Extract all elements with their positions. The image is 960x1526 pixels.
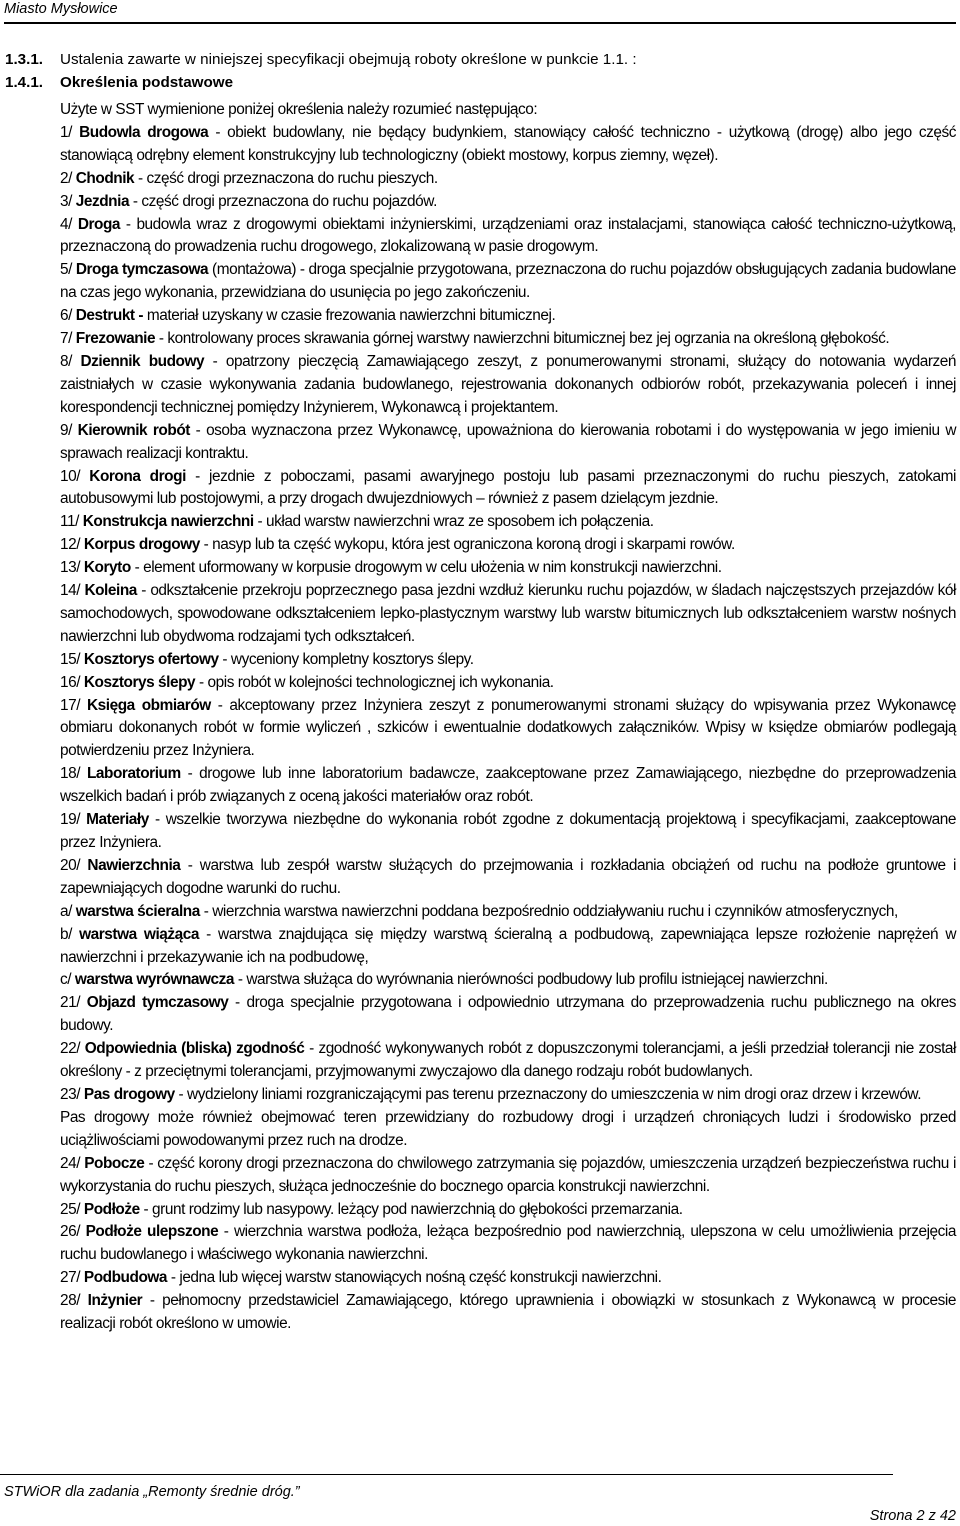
footer-divider — [0, 1474, 893, 1475]
definition-number: 14/ — [60, 582, 81, 600]
definition-item — [60, 649, 956, 672]
definition-number: 2/ — [60, 169, 72, 187]
definition-term: Księga obmiarów — [87, 696, 211, 714]
definition-number: 16/ — [60, 673, 81, 691]
definition-term: Droga — [77, 215, 121, 233]
definition-item — [60, 969, 956, 992]
definition-term: warstwa wyrównawcza — [74, 971, 235, 989]
definition-term: warstwa wiążąca — [79, 925, 199, 943]
definition-term: Budowla drogowa — [79, 123, 209, 141]
definition-term: Korpus drogowy — [83, 536, 200, 554]
definition-text: - osoba wyznaczona przez Wykonawcę, upoważniona do kierowania robotami i do występowania w jego imieniu w sprawach realizacji kontraktu. — [60, 421, 956, 462]
definition-item — [60, 1107, 956, 1153]
definition-term: Podbudowa — [83, 1269, 168, 1287]
definition-number: c/ — [60, 971, 72, 989]
definition-text: - opatrzony pieczęcią Zamawiającego zeszyt, z ponumerowanymi stronami, służący do notowania wydarzeń zaistniałych w czasie wykonywania zadania budowlanego, rejestrowania dokonanych odbiorów robót, przekazywania poleceń i innej korespondencji technicznej pomiędzy Inżynierem, Wykonawcą i projektantem. — [60, 352, 956, 416]
definition-number: 19/ — [60, 811, 81, 829]
definition-number: a/ — [60, 902, 72, 920]
definition-item — [60, 511, 956, 534]
definition-term: Laboratorium — [86, 765, 181, 783]
definition-term: Kosztorys ślepy — [83, 673, 196, 691]
definition-term: Koryto — [83, 559, 131, 577]
definition-item — [60, 1038, 956, 1084]
definition-number: 8/ — [60, 352, 72, 370]
definition-number: 1/ — [60, 123, 72, 141]
section-number: 1.3.1. — [5, 51, 43, 68]
definition-term: Destrukt - — [75, 307, 144, 325]
definition-item — [60, 695, 956, 764]
definition-item — [60, 466, 956, 512]
definition-text: - wszelkie tworzywa niezbędne do wykonania robót zgodne z dokumentacją projektową i specyfikacjami, zaakceptowane przez Inżyniera. — [60, 811, 956, 851]
definition-text: Pas drogowy może również obejmować teren przewidziany do rozbudowy drogi i urządzeń chroniących ludzi i środowisko przed uciążliwościami powodowanymi przez ruch na drodze. — [60, 1108, 956, 1149]
definition-item — [60, 992, 956, 1038]
definition-item — [60, 557, 956, 580]
definition-item — [60, 1084, 956, 1107]
footer-document-title: STWiOR dla zadania „Remonty średnie dróg.” — [4, 1484, 300, 1500]
definition-item — [60, 855, 956, 901]
definition-text: - układ warstw nawierzchni wraz ze sposobem ich połączenia. — [253, 513, 654, 531]
definition-text: - jezdnie z poboczami, pasami awaryjnego postoju lub pasami przeznaczonymi do ruchu pieszych, zatokami autobusowymi lub postojowymi, a przy drogach dwujezdniowych – również z pasem dzielącym jezdnie. — [60, 467, 957, 508]
definition-term: Jezdnia — [75, 192, 130, 210]
definition-text: - odkształcenie przekroju poprzecznego pasa jezdni wzdłuż kierunku ruchu pojazdów, w śladach najczęstszych przejazdów kół samochodowych, spowodowane odkształceniem lepko-plastycznym warstwy lub warstw bitumicznych lub odkształceniem warstw nośnych nawierzchni lub obydwoma rodzajami tych odkształceń. — [60, 582, 956, 645]
definition-text: - opis robót w kolejności technologicznej ich wykonania. — [195, 673, 554, 691]
definition-text: - jedna lub więcej warstw stanowiących nośną część konstrukcji nawierzchni. — [167, 1269, 662, 1287]
definition-text: (montażowa) - droga specjalnie przygotowana, przeznaczona do ruchu pojazdów obsługujących zadania budowlane na czas jego wykonania, przewidziana do usunięcia po jego zakończeniu. — [60, 261, 957, 302]
definition-number: 11/ — [60, 513, 79, 531]
definition-number: 20/ — [60, 856, 81, 874]
definition-text: - warstwa znajdująca się między warstwą ścieralną a podbudową, zapewniająca lepsze rozłożenie naprężeń w nawierzchni i przekazywanie ich na podbudowę, — [60, 925, 957, 966]
definition-number: 7/ — [60, 330, 72, 348]
definition-number: 21/ — [60, 994, 81, 1012]
definition-item — [60, 351, 956, 420]
definition-term: Konstrukcja nawierzchni — [82, 513, 254, 531]
definition-text: - wierzchnia warstwa nawierzchni poddana bezpośrednio oddziaływaniu ruchu i czynników atmosferycznych, — [199, 902, 898, 920]
definition-item — [60, 924, 956, 970]
definition-number: 6/ — [60, 307, 72, 325]
definition-text: - budowla wraz z drogowymi obiektami inżynierskimi, urządzeniami oraz instalacjami, stanowiąca całość techniczno-użytkową, przeznaczoną do prowadzenia ruchu drogowego, zlokalizowaną w pasie drogowym. — [60, 215, 957, 256]
definitions-body — [60, 99, 956, 1336]
definition-number: 15/ — [60, 650, 81, 668]
definition-number: 4/ — [60, 215, 72, 233]
definition-item — [60, 305, 956, 328]
definition-text: - część drogi przeznaczona do ruchu pojazdów. — [129, 192, 437, 210]
definition-item — [60, 191, 956, 214]
definition-text: - warstwa służąca do wyrównania nierówności podbudowy lub profilu istniejącej nawierzchni. — [234, 971, 828, 989]
definition-number: 17/ — [60, 696, 81, 714]
definition-term: Podłoże — [83, 1200, 140, 1218]
definition-text: - wyceniony kompletny kosztorys ślepy. — [218, 650, 474, 668]
definition-text: - grunt rodzimy lub nasypowy. leżący pod nawierzchnią do głębokości przemarzania. — [139, 1200, 683, 1218]
definition-item — [60, 168, 956, 191]
definition-item — [60, 1221, 956, 1267]
definition-item — [60, 328, 956, 351]
definition-text: - kontrolowany proces skrawania górnej warstwy nawierzchni bitumicznej bez jej ogrzania na określoną głębokość. — [155, 330, 890, 348]
page-header-title: Miasto Mysłowice — [4, 1, 118, 17]
definition-number: 22/ — [60, 1040, 81, 1058]
section-intro: Użyte w SST wymienione poniżej określenia należy rozumieć następująco: — [60, 101, 538, 118]
definition-text: - drogowe lub inne laboratorium badawcze, zaakceptowane przez Zamawiającego, niezbędne do przeprowadzenia wszelkich badań i prób związanych z oceną jakości materiałów oraz robót. — [60, 765, 957, 806]
definition-item — [60, 1199, 956, 1222]
definition-number: 18/ — [60, 765, 81, 783]
definition-item — [60, 534, 956, 557]
section-title: Określenia podstawowe — [60, 74, 234, 91]
definition-text: - wydzielony liniami rozgraniczającymi pas terenu przeznaczony do umieszczenia w nim drogi oraz drzew i krzewów. — [174, 1085, 922, 1103]
definition-text: - obiekt budowlany, nie będący budynkiem, stanowiący całość techniczno - użytkową (drogę) albo jego część stanowiącą odrębny element konstrukcyjny lub technologiczny (obiekt mostowy, korpus ziemny, węzeł). — [60, 123, 957, 164]
definition-number: 25/ — [60, 1200, 81, 1218]
definition-text: - zgodność wykonywanych robót z dopuszczonymi tolerancjami, a jeśli przedział tolerancji nie został określony - z przeciętnymi tolerancjami, przyjmowanymi zwyczajowo dla danego rodzaju robót budowlanych. — [60, 1040, 957, 1081]
definition-item — [60, 580, 956, 649]
definition-number: 26/ — [60, 1223, 81, 1241]
section-1-3-1 — [5, 48, 637, 71]
definition-number: b/ — [60, 925, 72, 943]
definition-term: Inżynier — [87, 1292, 143, 1310]
definition-text: - warstwa lub zespół warstw służących do przejmowania i rozkładania obciążeń od ruchu na podłoże gruntowe i zapewniających dogodne warunki do ruchu. — [60, 856, 956, 897]
definition-text: - pełnomocny przedstawiciel Zamawiającego, którego uprawnienia i obowiązki w stosunkach z Wykonawcą w procesie realizacji robót określono w umowie. — [60, 1292, 956, 1333]
definition-item — [60, 1153, 956, 1199]
definition-text: - akceptowany przez Inżyniera zeszyt z ponumerowanymi stronami służący do wpisywania przez Wykonawcę obmiaru dokonanych robót w formie wyliczeń , szkiców i ewentualnie dodatkowych załączników. Wpisy w księdze obmiarów podlegają potwierdzeniu przez Inżyniera. — [60, 696, 956, 760]
section-number: 1.4.1. — [5, 74, 43, 91]
definition-number: 23/ — [60, 1085, 81, 1103]
definition-term: Materiały — [86, 811, 149, 829]
definition-number: 5/ — [60, 261, 72, 279]
definition-item — [60, 809, 956, 855]
definition-term: Frezowanie — [75, 330, 156, 348]
definition-item — [60, 901, 956, 924]
definition-term: Pobocze — [84, 1154, 145, 1172]
definition-term: Objazd tymczasowy — [86, 994, 229, 1012]
definition-term: Kierownik robót — [77, 421, 190, 439]
header-divider — [4, 22, 956, 24]
definition-item — [60, 420, 956, 466]
definition-text: - część korony drogi przeznaczona do chwilowego zatrzymania się pojazdów, umieszczenia urządzeń bezpieczeństwa ruchu i wykorzystania do ruchu pieszych, służąca jednocześnie do bocznego oparcia konstrukcji nawierzchni. — [60, 1154, 956, 1195]
definition-text: - część drogi przeznaczona do ruchu pieszych. — [134, 169, 438, 187]
definition-number: 3/ — [60, 192, 72, 210]
definition-number: 28/ — [60, 1292, 81, 1310]
definition-term: Kosztorys ofertowy — [83, 650, 219, 668]
definition-item — [60, 1290, 956, 1336]
definition-number: 27/ — [60, 1269, 81, 1287]
definition-term: Korona drogi — [89, 467, 186, 485]
definition-term: Pas drogowy — [83, 1085, 175, 1103]
definition-text: - wierzchnia warstwa podłoża, leżąca bezpośrednio pod nawierzchnią, ulepszona w celu umożliwienia przejęcia ruchu budowlanego i właściwego wykonania nawierzchni. — [60, 1223, 956, 1264]
definition-term: Nawierzchnia — [87, 856, 181, 874]
definition-term: warstwa ścieralna — [75, 902, 200, 920]
definition-term: Podłoże ulepszone — [85, 1223, 219, 1241]
definition-text: - droga specjalnie przygotowana i odpowiednio utrzymana do przeprowadzenia ruchu publicznego na okres budowy. — [60, 994, 957, 1035]
definition-term: Dziennik budowy — [80, 352, 205, 370]
definition-term: Koleina — [84, 582, 137, 600]
definition-item — [60, 122, 956, 168]
definition-number: 12/ — [60, 536, 81, 554]
definition-item — [60, 259, 956, 305]
definition-number: 9/ — [60, 421, 72, 439]
definition-term: Droga tymczasowa — [75, 261, 209, 279]
definition-text: - element uformowany w korpusie drogowym w celu ułożenia w nim konstrukcji nawierzchni. — [130, 559, 722, 577]
definition-term: Odpowiednia (bliska) zgodność — [84, 1040, 305, 1058]
definition-number: 10/ — [60, 467, 81, 485]
footer-page-number: Strona 2 z 42 — [869, 1508, 956, 1524]
definition-item — [60, 1267, 956, 1290]
definition-term: Chodnik — [75, 169, 135, 187]
definition-item — [60, 214, 956, 260]
definition-number: 24/ — [60, 1154, 81, 1172]
section-text: Ustalenia zawarte w niniejszej specyfikacji obejmują roboty określone w punkcie 1.1. : — [60, 51, 637, 68]
definition-number: 13/ — [60, 559, 81, 577]
definition-text: materiał uzyskany w czasie frezowania nawierzchni bitumicznej. — [143, 307, 556, 325]
definition-text: - nasyp lub ta część wykopu, która jest ograniczona koroną drogi i skarpami rowów. — [199, 536, 735, 554]
section-1-4-1 — [5, 71, 233, 94]
definition-item — [60, 763, 956, 809]
definition-item — [60, 672, 956, 695]
